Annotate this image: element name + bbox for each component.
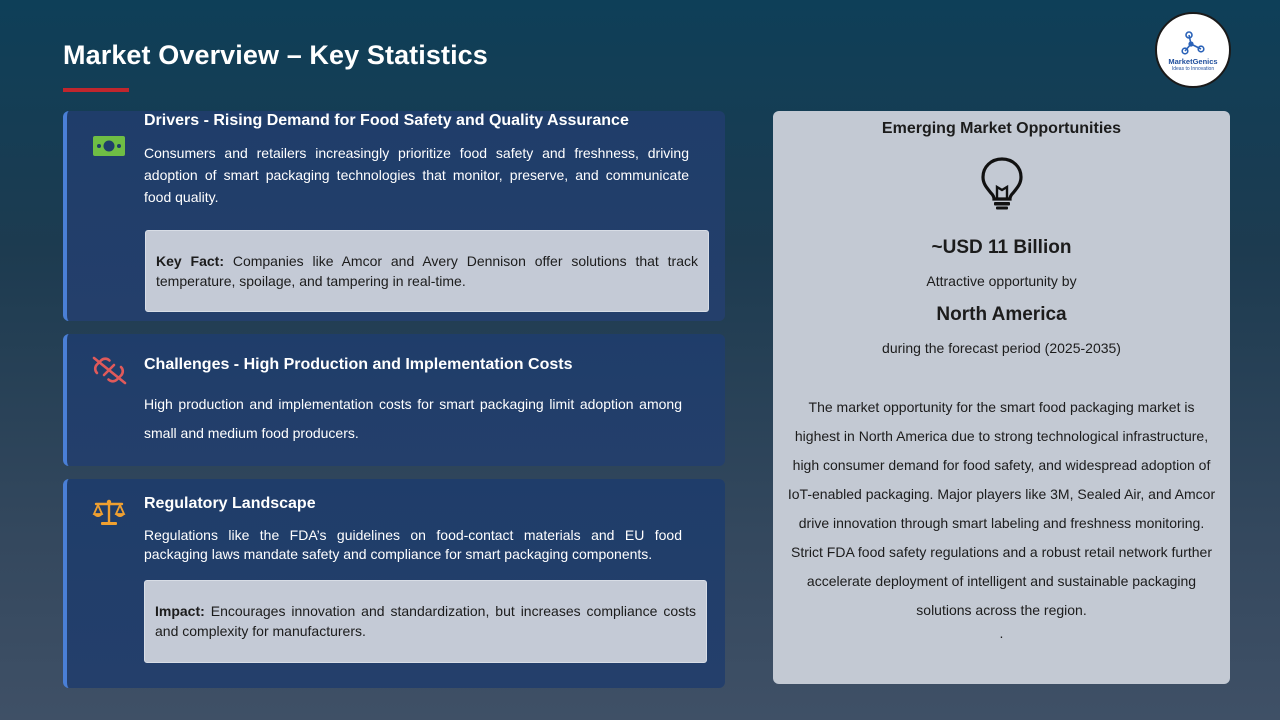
trailing-dot: .	[999, 625, 1004, 641]
key-fact-box	[145, 230, 709, 312]
fact-label: Impact:	[155, 603, 205, 619]
card-title: Drivers - Rising Demand for Food Safety and Quality Assurance	[144, 112, 629, 129]
opportunity-heading: Emerging Market Opportunities	[881, 120, 1122, 137]
scales-icon	[91, 497, 127, 527]
card-body: Regulations like the FDA’s guidelines on food-contact materials and EU food packaging laws mandate safety and compliance for smart packaging components.	[144, 527, 682, 562]
forecast-period: during the forecast period (2025-2035)	[882, 340, 1121, 356]
company-logo	[1155, 12, 1231, 88]
fact-text: Companies like Amcor and Avery Dennison offer solutions that track temperature, spoilage, and tampering in real-time.	[156, 253, 698, 289]
lightbulb-icon	[979, 156, 1025, 210]
network-nodes-icon	[1180, 30, 1206, 56]
card-body: Consumers and retailers increasingly prioritize food safety and freshness, driving adoption of smart packaging technologies that monitor, preserve, and communicate food quality.	[144, 145, 689, 205]
logo-name: MarketGenics	[1168, 57, 1218, 67]
opportunity-subtitle: Attractive opportunity by	[926, 273, 1077, 289]
impact-box	[144, 580, 707, 663]
opportunity-panel	[773, 111, 1230, 684]
card-body: High production and implementation costs for smart packaging limit adoption among small and medium food producers.	[144, 396, 682, 441]
page-title: Market Overview – Key Statistics	[63, 40, 488, 70]
card-title: Regulatory Landscape	[144, 495, 316, 512]
card-title: Challenges - High Production and Implementation Costs	[144, 356, 573, 373]
title-underline	[63, 88, 129, 92]
challenges-card	[63, 334, 725, 466]
opportunity-amount: ~USD 11 Billion	[931, 237, 1072, 258]
fact-text: Encourages innovation and standardization, but increases compliance costs and complexity for manufacturers.	[155, 603, 696, 639]
broken-link-icon	[91, 355, 127, 385]
drivers-card	[63, 111, 725, 321]
money-bill-icon	[91, 131, 127, 161]
opportunity-description: The market opportunity for the smart food packaging market is highest in North America due to strong technological infrastructure, high consumer demand for food safety, and widespread adoption of IoT-enabled packaging. Major players like 3M, Sealed Air, and Amcor drive innovation through smart labeling and freshness monitoring. Strict FDA food safety regulations and a robust retail network further accelerate deployment of intelligent and sustainable packaging solutions across the region.	[787, 399, 1216, 618]
fact-label: Key Fact:	[156, 253, 224, 269]
opportunity-region: North America	[936, 304, 1067, 325]
regulatory-card	[63, 479, 725, 688]
logo-tagline: Ideas to Innovation	[1171, 65, 1215, 72]
